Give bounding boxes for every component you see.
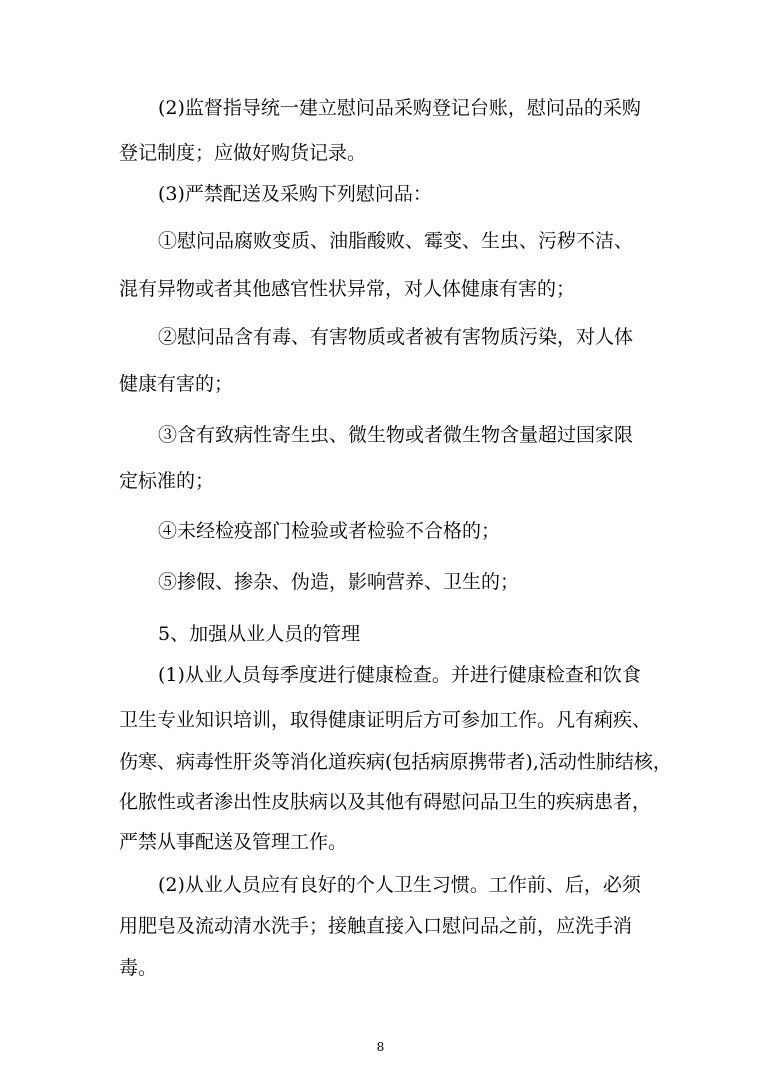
text-line: 混有异物或者其他感官性状异常，对人体健康有害的； [119, 278, 576, 300]
text-line: ②慰问品含有毒、有害物质或者被有害物质污染，对人体 [158, 326, 634, 348]
text-line: 登记制度；应做好购货记录。 [119, 142, 367, 164]
text-line: ①慰问品腐败变质、油脂酸败、霉变、生虫、污秽不洁、 [158, 230, 634, 252]
text-line: 化脓性或者渗出性皮肤病以及其他有碍慰问品卫生的疾病患者， [119, 791, 652, 813]
text-line: (2)监督指导统一建立慰问品采购登记台账，慰问品的采购 [158, 97, 641, 119]
text-line: (1)从业人员每季度进行健康检查。并进行健康检查和饮食 [158, 664, 641, 686]
text-line: ③含有致病性寄生虫、微生物或者微生物含量超过国家限 [158, 424, 634, 446]
text-line: 严禁从事配送及管理工作。 [119, 831, 348, 853]
text-line: (2)从业人员应有良好的个人卫生习惯。工作前、后，必须 [158, 874, 641, 896]
section-heading: 5、加强从业人员的管理 [158, 623, 361, 645]
text-line: (3)严禁配送及采购下列慰问品： [158, 183, 432, 205]
text-line: 定标准的； [119, 470, 215, 492]
text-line: 卫生专业知识培训，取得健康证明后方可参加工作。凡有痢疾、 [119, 709, 652, 731]
page-number: 8 [376, 1040, 385, 1054]
text-line: ④未经检疫部门检验或者检验不合格的； [158, 520, 501, 542]
text-line: ⑤掺假、掺杂、伪造，影响营养、卫生的； [158, 571, 520, 593]
text-line: 健康有害的； [119, 373, 234, 395]
text-line: 伤寒、病毒性肝炎等消化道疾病(包括病原携带者),活动性肺结核， [119, 751, 672, 773]
text-line: 用肥皂及流动清水洗手；接触直接入口慰问品之前，应洗手消 [119, 915, 633, 937]
text-line: 毒。 [119, 957, 158, 979]
